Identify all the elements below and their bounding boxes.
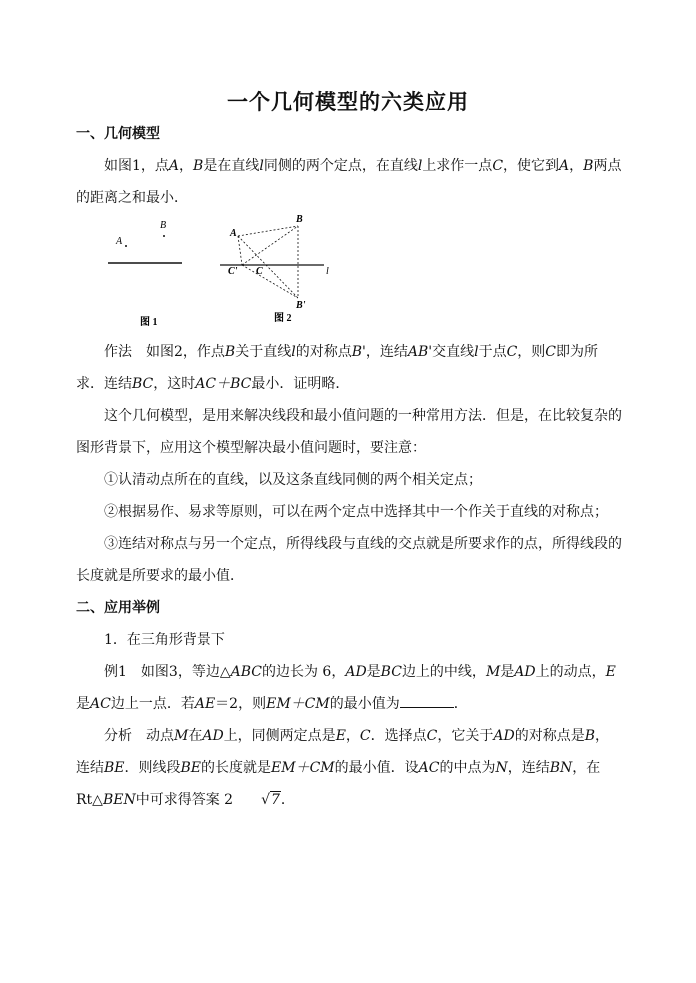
fig2-label-B: B xyxy=(296,214,303,225)
fig2-seg-AB xyxy=(238,226,298,236)
list-item: ①认清动点所在的直线，以及这条直线同侧的两个相关定点； xyxy=(104,472,482,488)
fig2-label-Bp: B' xyxy=(296,300,306,311)
figure-2 xyxy=(212,210,352,328)
paragraph-problem: 如图1，点A，B是在直线l同侧的两个定点，在直线l上求作一点C，使它到A，B两点的距离之和最小． xyxy=(76,158,622,206)
fig2-label-C: C xyxy=(256,266,263,277)
paragraph-model-notes: 这个几何模型，是用来解决线段和最小值问题的一种常用方法．但是，在比较复杂的图形背景下，应用这个模型解决最小值问题时，要注意： xyxy=(76,408,622,456)
page-title: 一个几何模型的六类应用 xyxy=(227,89,469,114)
fig2-label-C1: C' xyxy=(228,266,238,277)
section-heading-model: 一、几何模型 xyxy=(76,126,160,142)
figure-1 xyxy=(100,214,200,334)
subsection-heading-triangle: 1．在三角形背景下 xyxy=(104,632,225,648)
fig2-seg-C1Bp xyxy=(242,265,298,298)
example-1: 例1 如图3，等边△ABC的边长为 6，AD是BC边上的中线，M是AD上的动点，E是AC边上一点．若AE＝2，则EM＋CM的最小值为 ． xyxy=(76,664,616,712)
fig1-label-B: B xyxy=(160,220,167,231)
sqrt-7: √7 xyxy=(261,792,280,808)
analysis-1: 分析 动点M在AD上，同侧两定点是E，C．选择点C，它关于AD的对称点是B，连结BE．则线段BE的长度就是EM＋CM的最小值．设AC的中点为N，连结BN，在 Rt△BEN中可求得答案 2 √7． xyxy=(76,720,622,816)
fig2-seg-C1B xyxy=(242,226,298,265)
fig1-point-A xyxy=(125,245,127,247)
fig2-seg-AC1 xyxy=(238,236,242,265)
paragraph-construction: 作法 如图2，作点B关于直线l的对称点B'，连结AB'交直线l于点C，则C即为所求．连结BC，这时AC＋BC最小．证明略． xyxy=(76,344,599,392)
fig2-seg-ABp xyxy=(238,236,298,298)
list-item: ②根据易作、易求等原则，可以在两个定点中选择其中一个作关于直线的对称点； xyxy=(104,504,608,520)
list-item: ③连结对称点与另一个定点，所得线段与直线的交点就是所要求作的点，所得线段的长度就是所要求的最小值． xyxy=(76,536,622,584)
fig1-caption: 图 1 xyxy=(140,317,158,328)
fig2-label-l: l xyxy=(326,266,329,277)
fig1-point-B xyxy=(163,235,165,237)
answer-blank xyxy=(400,693,454,708)
fig2-label-A: A xyxy=(230,228,237,239)
fig1-label-A: A xyxy=(116,236,123,247)
fig2-caption: 图 2 xyxy=(274,313,292,324)
section-heading-examples: 二、应用举例 xyxy=(76,600,160,616)
